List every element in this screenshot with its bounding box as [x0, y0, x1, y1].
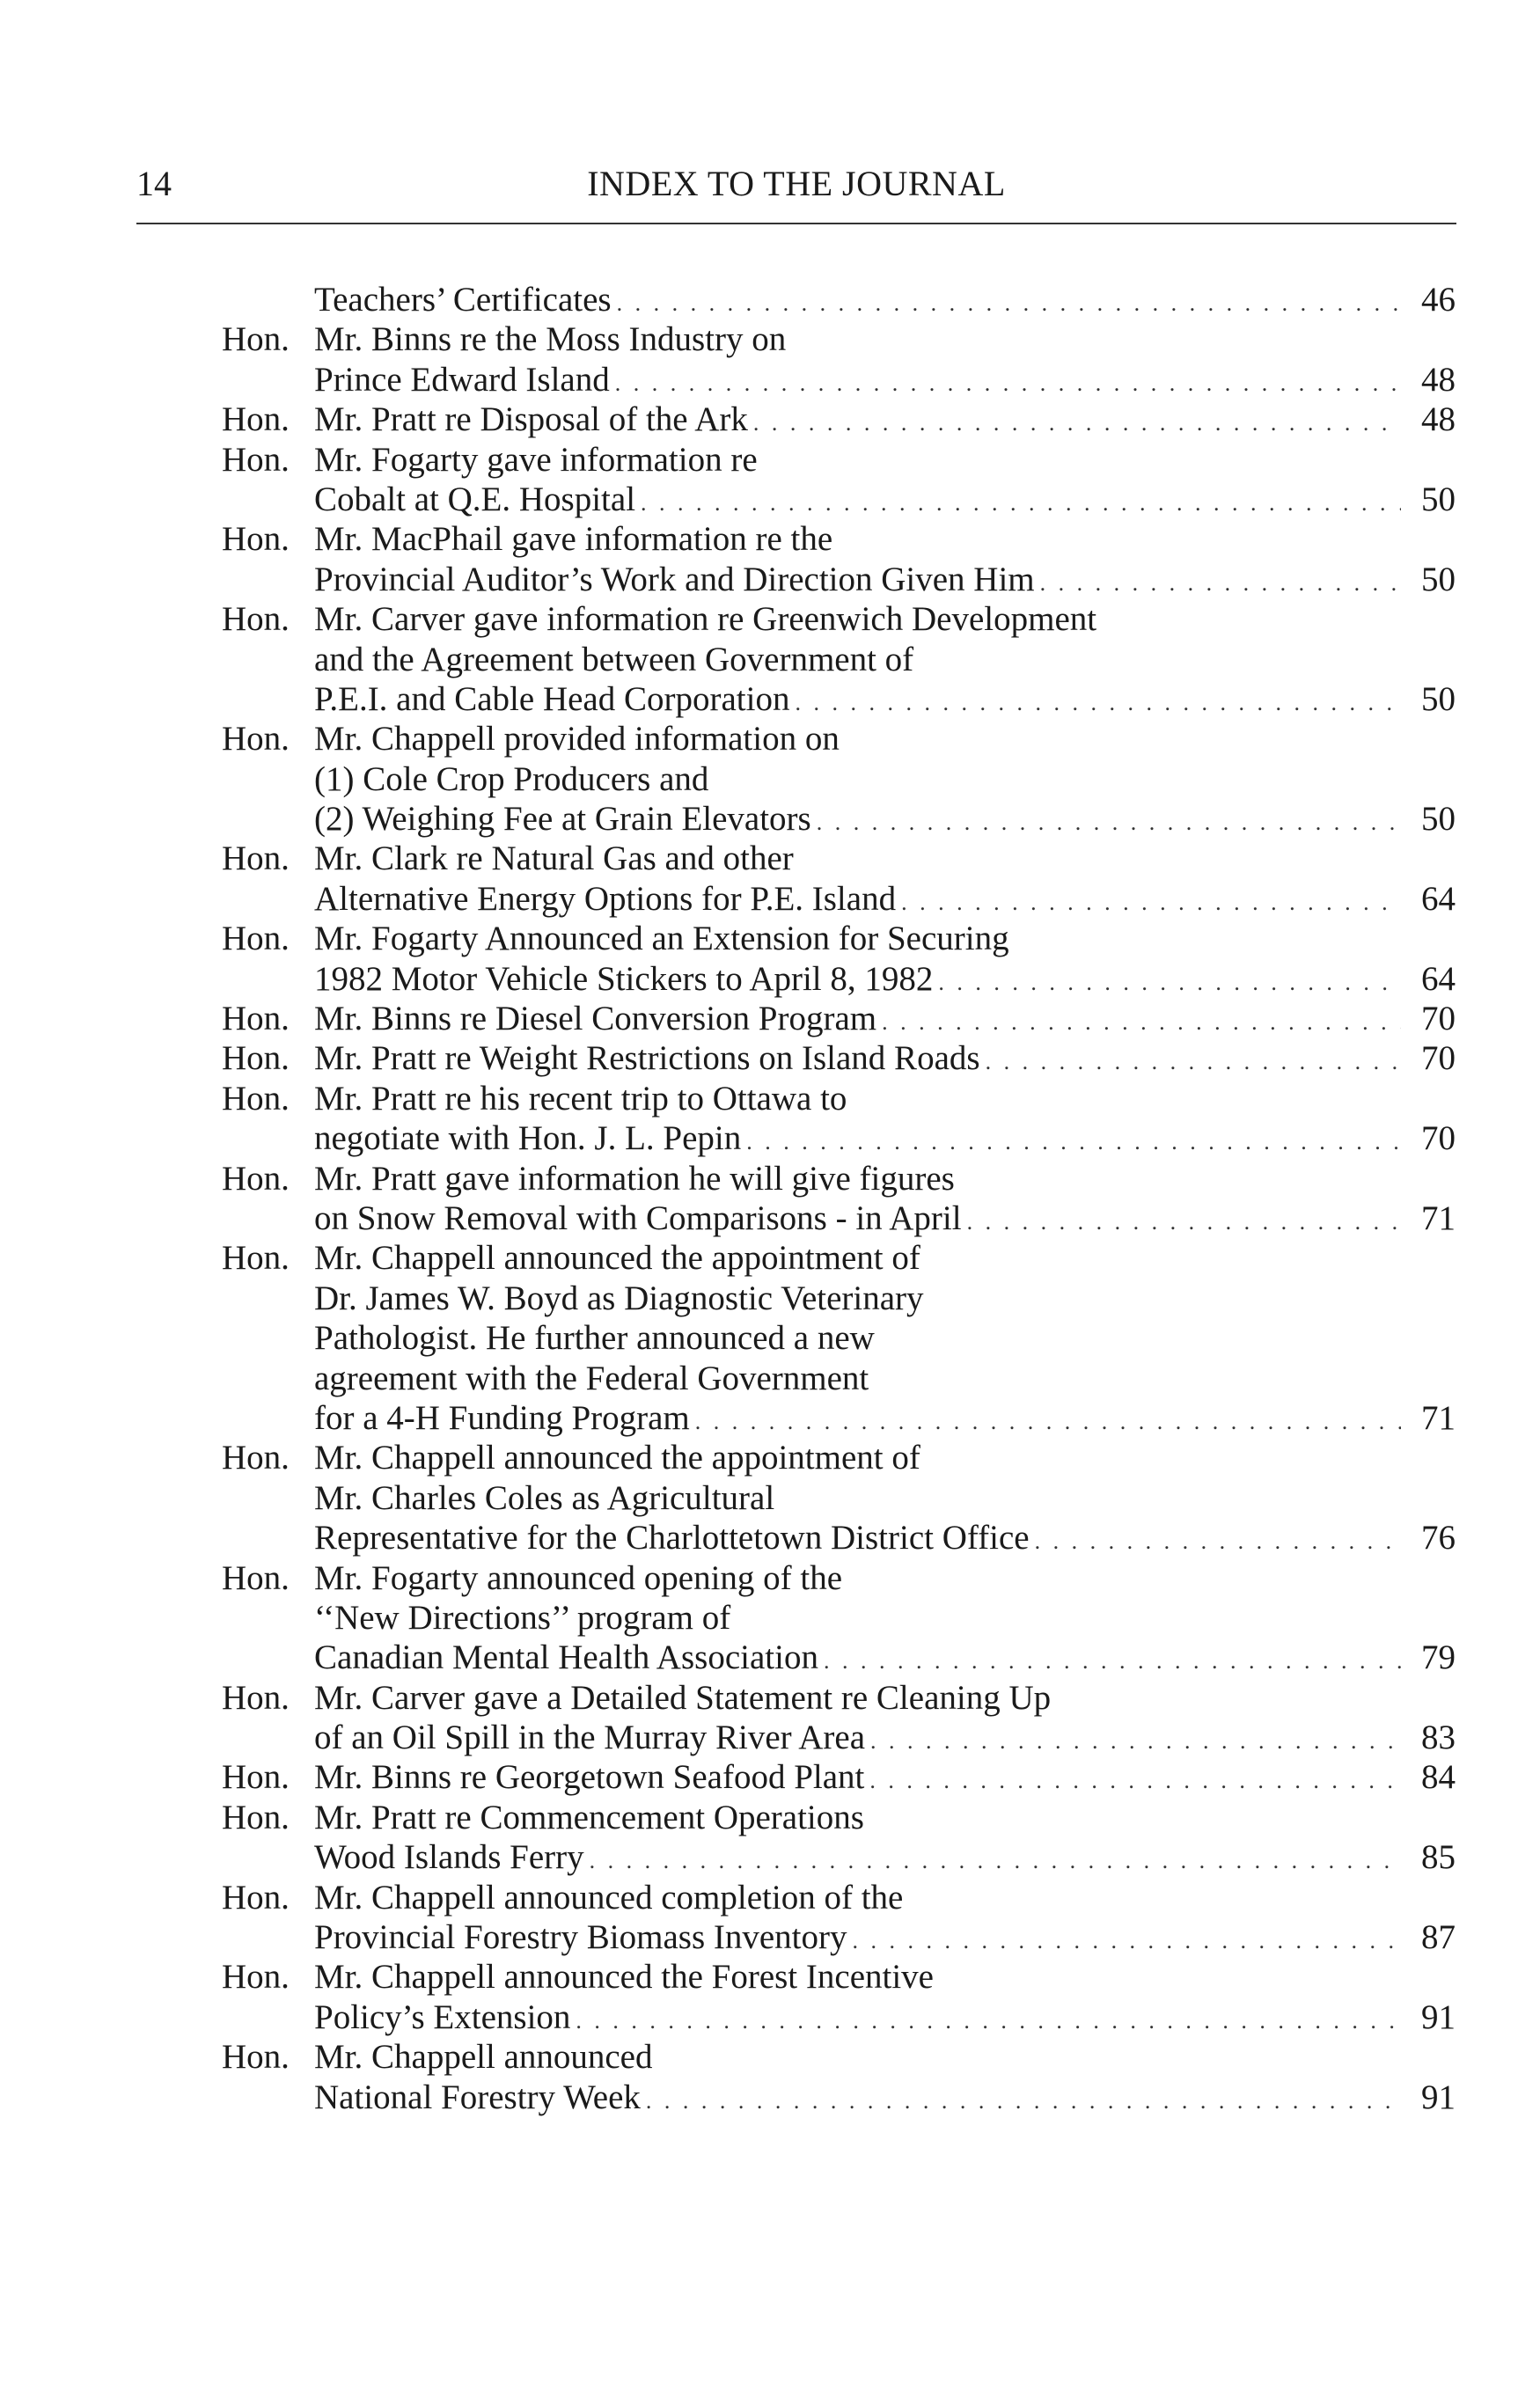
entry-leader-line [314, 679, 1456, 722]
dot-leader [870, 1721, 1401, 1761]
entry-page-number: 79 [1421, 1638, 1456, 1677]
entry-text: Mr. Chappell announced completion of the [314, 1878, 904, 1917]
entry-honorific: Hon. [222, 1758, 290, 1797]
entry-text: Mr. Pratt gave information he will give figures [314, 1159, 955, 1198]
index-entries [222, 280, 1456, 2117]
entry-text: Policy’s Extension [314, 1997, 571, 2036]
entry-leader-line [314, 879, 1456, 922]
entry-text: Mr. Chappell announced the appointment of [314, 1439, 920, 1477]
index-line [222, 1678, 1456, 1718]
entry-text: Mr. Clark re Natural Gas and other [314, 839, 794, 878]
entry-leader-line [314, 1837, 1456, 1880]
dot-leader [817, 803, 1401, 842]
index-line [222, 560, 1456, 599]
index-line [222, 1798, 1456, 1837]
entry-page-number: 71 [1421, 1198, 1456, 1237]
entry-page-number: 50 [1421, 560, 1456, 598]
index-line [222, 2078, 1456, 2117]
entry-text: Cobalt at Q.E. Hospital [314, 480, 636, 518]
entry-text: Mr. Pratt re Commencement Operations [314, 1798, 864, 1836]
entry-honorific: Hon. [222, 520, 290, 559]
entry-page-number: 48 [1421, 400, 1456, 439]
index-line [222, 280, 1456, 319]
dot-leader [1035, 1521, 1401, 1561]
dot-leader [986, 1042, 1401, 1081]
entry-leader-line [314, 1638, 1456, 1681]
entry-text: of an Oil Spill in the Murray River Area [314, 1719, 866, 1757]
entry-leader-line [314, 1917, 1456, 1961]
entry-leader-line [314, 2078, 1456, 2121]
entry-honorific: Hon. [222, 1558, 290, 1597]
dot-leader [576, 2001, 1401, 2041]
index-line [222, 1159, 1456, 1198]
entry-honorific: Hon. [222, 440, 290, 479]
index-line [222, 1518, 1456, 1557]
index-line [222, 1718, 1456, 1757]
index-line [222, 1638, 1456, 1677]
dot-leader [641, 483, 1401, 523]
index-line [222, 1398, 1456, 1438]
entry-text: Mr. Fogarty gave information re [314, 440, 758, 479]
index-line [222, 1438, 1456, 1477]
entry-page-number: 70 [1421, 1039, 1456, 1078]
entry-page-number: 84 [1421, 1758, 1456, 1797]
index-line [222, 1198, 1456, 1238]
entry-leader-line [314, 280, 1456, 323]
dot-leader [615, 363, 1401, 403]
entry-leader-line [314, 1718, 1456, 1761]
dot-leader [901, 883, 1401, 922]
index-line [222, 1079, 1456, 1118]
entry-honorific: Hon. [222, 1878, 290, 1917]
entry-leader-line [314, 1997, 1456, 2041]
entry-leader-line [314, 1398, 1456, 1441]
dot-leader [746, 1122, 1401, 1162]
entry-leader-line [314, 999, 1456, 1042]
entry-leader-line [314, 360, 1456, 403]
entry-page-number: 91 [1421, 2078, 1456, 2116]
entry-honorific: Hon. [222, 720, 290, 759]
dot-leader [1040, 563, 1401, 603]
entry-page-number: 87 [1421, 1918, 1456, 1957]
entry-text: ‘‘New Directions’’ program of [314, 1598, 731, 1637]
entry-text: Mr. Charles Coles as Agricultural [314, 1478, 775, 1517]
entry-text: Mr. Binns re Diesel Conversion Program [314, 1000, 877, 1038]
entry-page-number: 91 [1421, 1997, 1456, 2036]
entry-page-number: 85 [1421, 1838, 1456, 1877]
entry-text: 1982 Motor Vehicle Stickers to April 8, 1982 [314, 959, 934, 998]
index-line [222, 719, 1456, 759]
entry-text: negotiate with Hon. J. L. Pepin [314, 1119, 742, 1158]
index-line [222, 839, 1456, 878]
index-line [222, 919, 1456, 958]
entry-text: Pathologist. He further announced a new [314, 1319, 875, 1358]
entry-honorific: Hon. [222, 600, 290, 639]
dot-leader [795, 683, 1401, 722]
entry-leader-line [314, 1518, 1456, 1561]
index-line [222, 1279, 1456, 1318]
entry-text: National Forestry Week [314, 2078, 641, 2116]
dot-leader [590, 1841, 1401, 1880]
dot-leader [938, 963, 1401, 1002]
index-line [222, 879, 1456, 919]
entry-leader-line [314, 560, 1456, 603]
index-line [222, 1318, 1456, 1358]
entry-text: Mr. Carver gave a Detailed Statement re Cleaning Up [314, 1678, 1052, 1717]
index-line [222, 799, 1456, 839]
entry-page-number: 64 [1421, 879, 1456, 918]
index-line [222, 440, 1456, 480]
entry-honorific: Hon. [222, 920, 290, 958]
entry-honorific: Hon. [222, 1159, 290, 1198]
index-line [222, 519, 1456, 559]
entry-honorific: Hon. [222, 1439, 290, 1477]
entry-page-number: 46 [1421, 281, 1456, 319]
index-line [222, 1917, 1456, 1957]
dot-leader [967, 1202, 1401, 1242]
index-line [222, 959, 1456, 999]
page-header [136, 161, 1456, 214]
entry-text: Prince Edward Island [314, 360, 610, 399]
entry-text: Mr. Carver gave information re Greenwich Development [314, 600, 1097, 639]
dot-leader [853, 1921, 1401, 1961]
index-line [222, 1957, 1456, 1997]
entry-text: Representative for the Charlottetown District Office [314, 1519, 1030, 1557]
entry-leader-line [314, 1198, 1456, 1242]
index-line [222, 1118, 1456, 1158]
dot-leader [824, 1641, 1401, 1681]
index-line [222, 1038, 1456, 1078]
entry-page-number: 71 [1421, 1398, 1456, 1437]
entry-leader-line [314, 399, 1456, 443]
index-line [222, 2037, 1456, 2077]
entry-page-number: 83 [1421, 1719, 1456, 1757]
dot-leader [869, 1761, 1401, 1800]
entry-text: P.E.I. and Cable Head Corporation [314, 679, 790, 718]
index-line [222, 640, 1456, 679]
entry-text: Dr. James W. Boyd as Diagnostic Veterinary [314, 1279, 924, 1317]
entry-page-number: 50 [1421, 480, 1456, 518]
entry-page-number: 64 [1421, 959, 1456, 998]
entry-leader-line [314, 959, 1456, 1002]
entry-text: Alternative Energy Options for P.E. Island [314, 879, 897, 918]
entry-honorific: Hon. [222, 1000, 290, 1038]
entry-text: Mr. Pratt re Weight Restrictions on Island Roads [314, 1039, 980, 1078]
entry-text: Provincial Auditor’s Work and Direction Given Him [314, 560, 1035, 598]
entry-text: Mr. MacPhail gave information re the [314, 520, 833, 559]
entry-text: Mr. Binns re the Moss Industry on [314, 320, 787, 359]
entry-leader-line [314, 1757, 1456, 1800]
index-line [222, 1757, 1456, 1797]
entry-text: agreement with the Federal Government [314, 1359, 869, 1397]
entry-leader-line [314, 480, 1456, 523]
index-line [222, 1478, 1456, 1518]
index-line [222, 1598, 1456, 1638]
index-line [222, 1997, 1456, 2037]
index-line [222, 599, 1456, 639]
dot-leader [617, 283, 1401, 323]
index-line [222, 360, 1456, 399]
entry-text: Mr. Pratt re Disposal of the Ark [314, 400, 748, 439]
index-line [222, 1558, 1456, 1598]
index-line [222, 1837, 1456, 1877]
index-line [222, 759, 1456, 799]
entry-page-number: 70 [1421, 1119, 1456, 1158]
entry-honorific: Hon. [222, 839, 290, 878]
entry-text: Mr. Chappell announced the Forest Incentive [314, 1958, 934, 1997]
index-line [222, 319, 1456, 359]
entry-text: Teachers’ Certificates [314, 281, 612, 319]
entry-page-number: 70 [1421, 1000, 1456, 1038]
entry-honorific: Hon. [222, 1039, 290, 1078]
running-title: INDEX TO THE JOURNAL [587, 164, 1006, 203]
index-line [222, 679, 1456, 719]
entry-honorific: Hon. [222, 1079, 290, 1118]
index-line [222, 999, 1456, 1038]
entry-text: on Snow Removal with Comparisons - in April [314, 1198, 962, 1237]
dot-leader [882, 1002, 1401, 1042]
entry-text: Mr. Chappell provided information on [314, 720, 840, 759]
entry-text: Canadian Mental Health Association [314, 1638, 818, 1677]
index-line [222, 399, 1456, 439]
entry-text: Mr. Fogarty Announced an Extension for Securing [314, 920, 1009, 958]
entry-honorific: Hon. [222, 1678, 290, 1717]
entry-honorific: Hon. [222, 1798, 290, 1836]
entry-text: for a 4-H Funding Program [314, 1398, 690, 1437]
entry-page-number: 50 [1421, 800, 1456, 839]
entry-text: Wood Islands Ferry [314, 1838, 584, 1877]
entry-honorific: Hon. [222, 400, 290, 439]
entry-honorific: Hon. [222, 1239, 290, 1278]
index-line [222, 480, 1456, 519]
entry-text: (2) Weighing Fee at Grain Elevators [314, 800, 811, 839]
entry-text: Mr. Chappell announced the appointment of [314, 1239, 920, 1278]
entry-leader-line [314, 799, 1456, 842]
entry-page-number: 48 [1421, 360, 1456, 399]
dot-leader [695, 1402, 1401, 1441]
entry-page-number: 76 [1421, 1519, 1456, 1557]
entry-text: (1) Cole Crop Producers and [314, 759, 709, 798]
header-rule [136, 223, 1456, 224]
dot-leader [646, 2081, 1401, 2121]
entry-leader-line [314, 1038, 1456, 1081]
index-line [222, 1238, 1456, 1278]
entry-text: Provincial Forestry Biomass Inventory [314, 1918, 847, 1957]
page-number: 14 [136, 164, 172, 203]
entry-text: Mr. Chappell announced [314, 2038, 653, 2077]
entry-text: Mr. Fogarty announced opening of the [314, 1558, 843, 1597]
entry-text: and the Agreement between Government of [314, 640, 914, 678]
entry-honorific: Hon. [222, 1958, 290, 1997]
dot-leader [753, 403, 1401, 443]
index-line [222, 1359, 1456, 1398]
entry-leader-line [314, 1118, 1456, 1162]
entry-honorific: Hon. [222, 320, 290, 359]
entry-page-number: 50 [1421, 679, 1456, 718]
entry-text: Mr. Pratt re his recent trip to Ottawa to [314, 1079, 847, 1118]
entry-text: Mr. Binns re Georgetown Seafood Plant [314, 1758, 865, 1797]
entry-honorific: Hon. [222, 2038, 290, 2077]
index-line [222, 1878, 1456, 1917]
